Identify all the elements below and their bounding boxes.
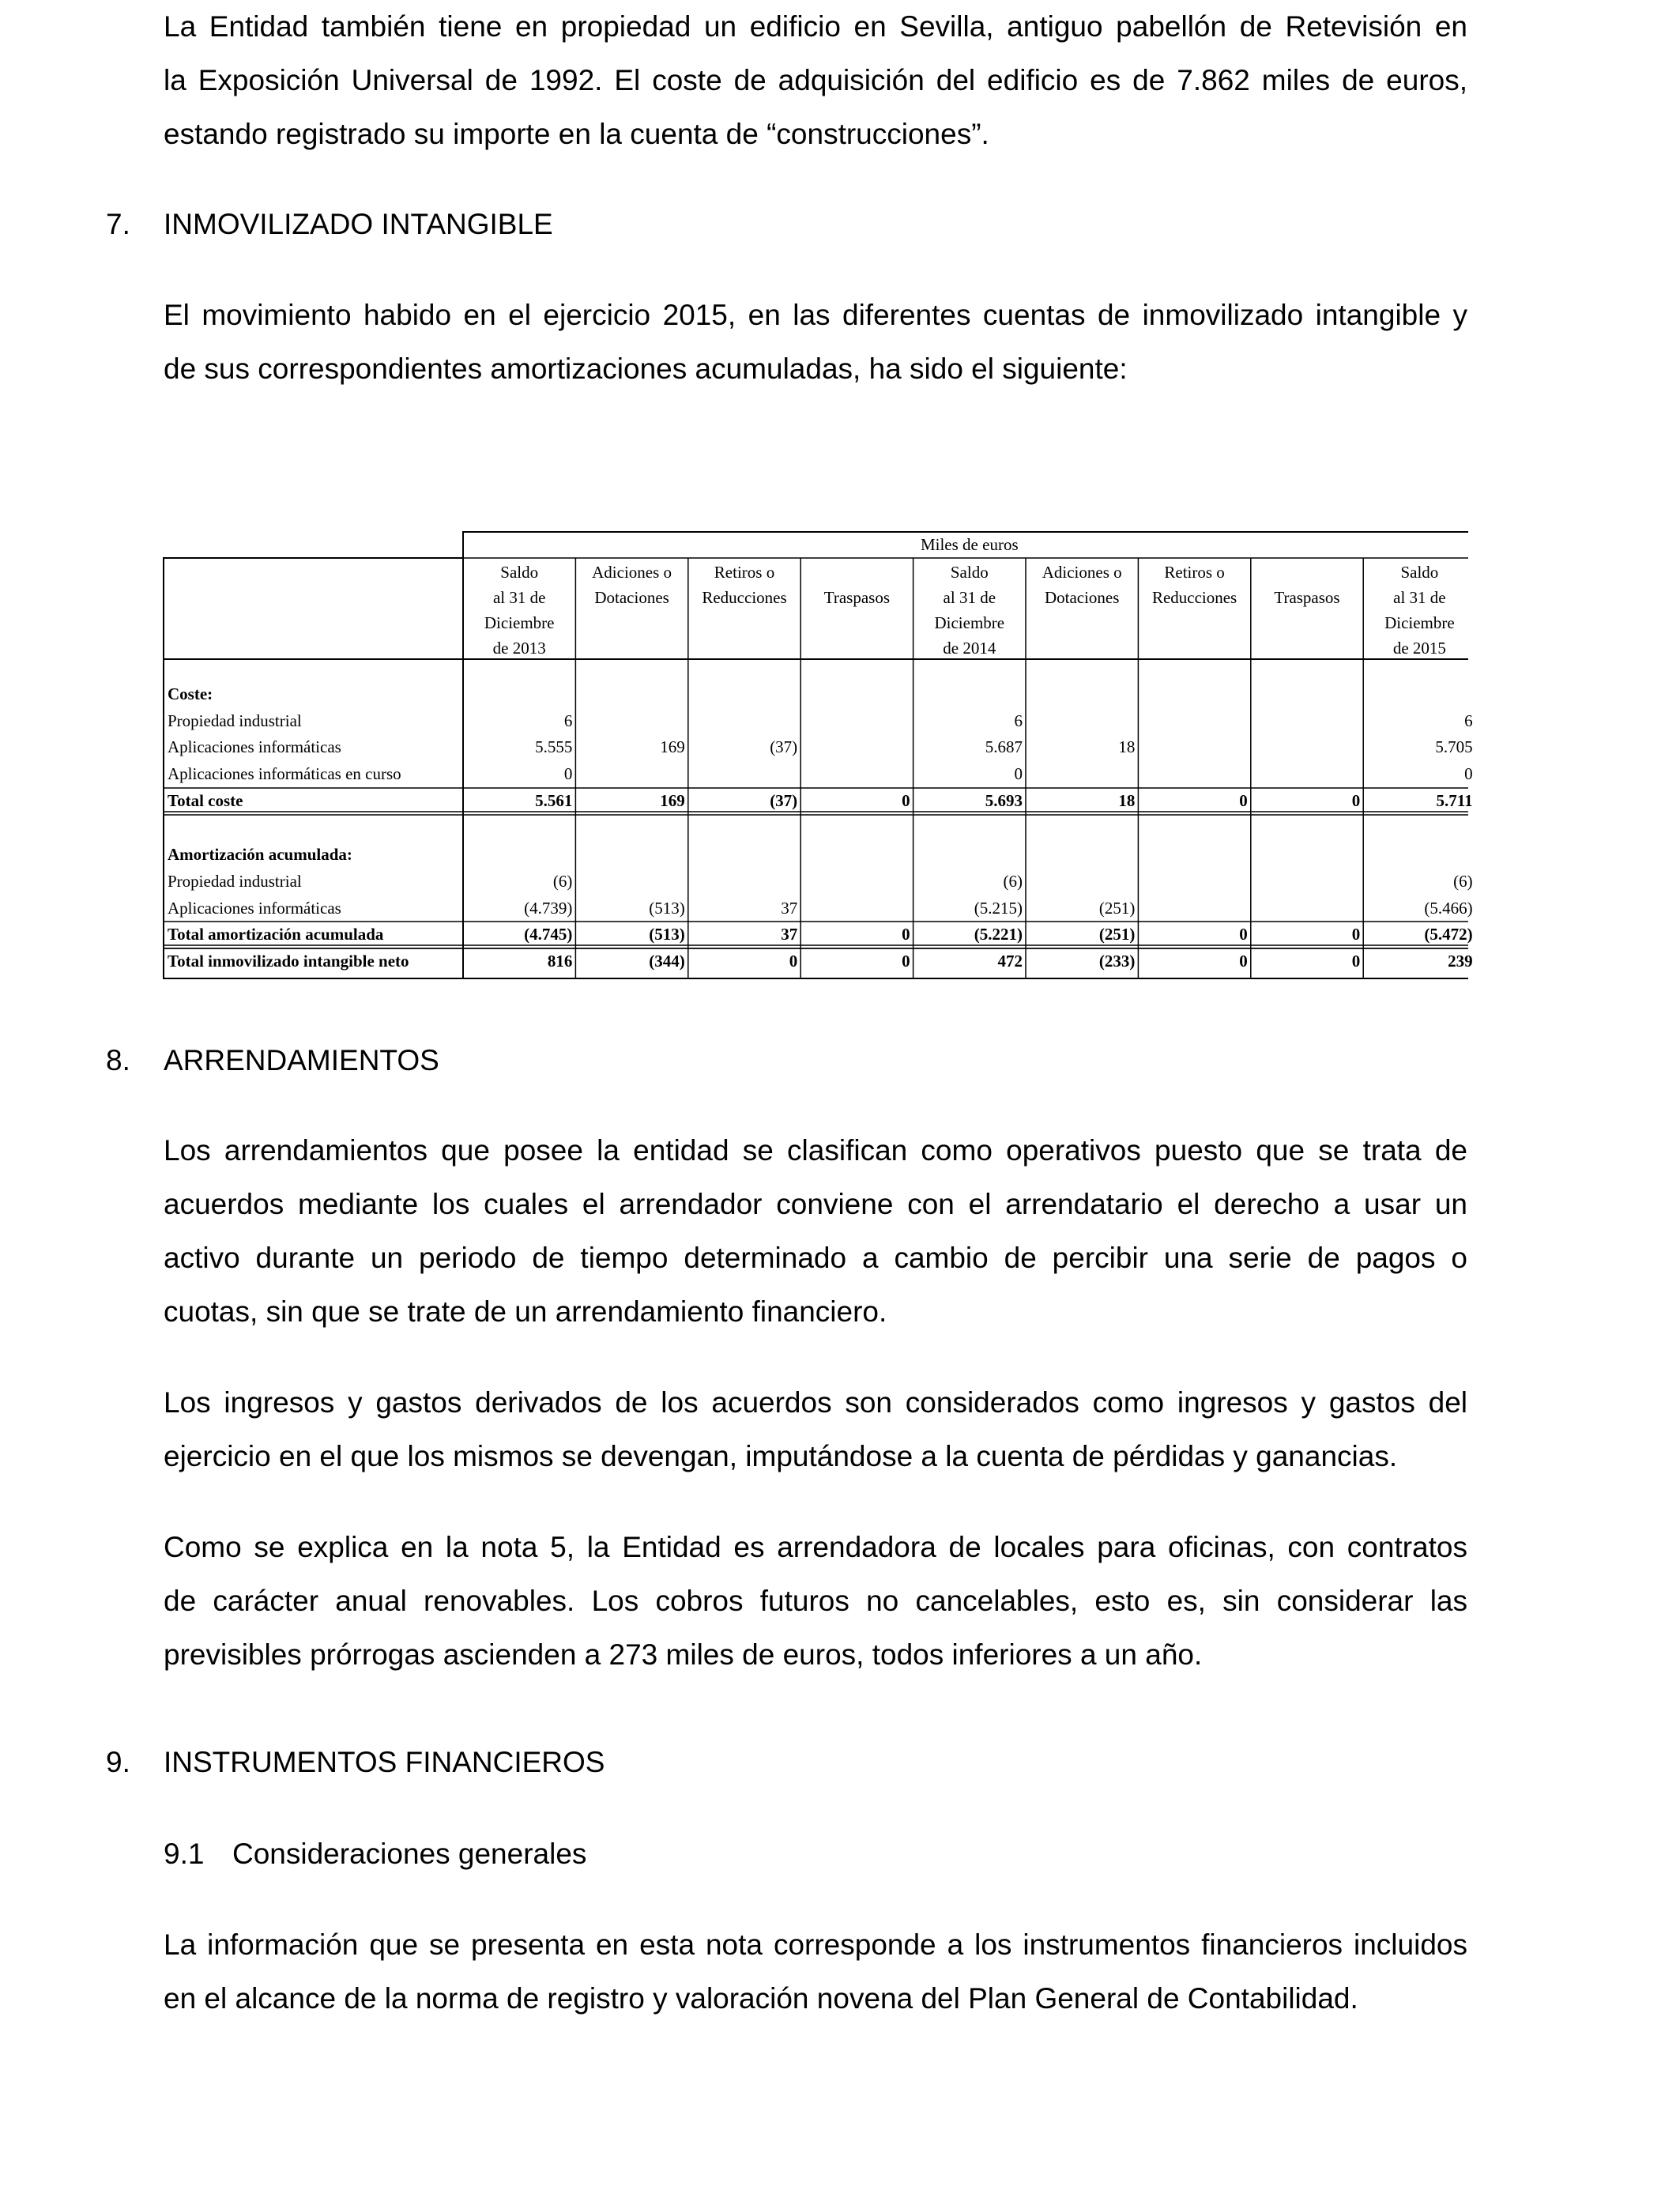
table-cell-value: (5.215) <box>974 899 1023 918</box>
table-cell-value: 5.561 <box>535 791 573 810</box>
column-header-line: de 2015 <box>1392 639 1446 658</box>
subsection-number: 9.1 <box>164 1838 205 1870</box>
column-header-line: Saldo <box>950 563 989 582</box>
text-line: cuotas, sin que se trate de un arrendamiento financiero. <box>164 1295 887 1328</box>
table-cell-value: 0 <box>902 925 910 944</box>
text-line: Los ingresos y gastos derivados de los acuerdos son considerados como ingresos y gastos del <box>164 1386 1467 1419</box>
column-header-line: Retiros o <box>714 563 775 582</box>
text-line: activo durante un periodo de tiempo determinado a cambio de percibir una serie de pagos o <box>164 1242 1467 1274</box>
table-cell-value: (5.466) <box>1424 899 1473 918</box>
text-line: acuerdos mediante los cuales el arrendador conviene con el arrendatario el derecho a usar un <box>164 1188 1467 1220</box>
table-cell-value: 5.687 <box>985 737 1023 756</box>
row-label: Aplicaciones informáticas <box>168 899 341 918</box>
table-cell-value: 5.555 <box>535 737 573 756</box>
section-title: INMOVILIZADO INTANGIBLE <box>164 208 553 240</box>
text-line: de sus correspondientes amortizaciones acumuladas, ha sido el siguiente: <box>164 352 1128 385</box>
table-cell-value: (4.745) <box>524 925 573 944</box>
table-cell-value: (513) <box>649 899 685 918</box>
section-number: 7. <box>106 208 130 240</box>
column-header-line: Saldo <box>1400 563 1439 582</box>
row-label: Propiedad industrial <box>168 711 302 730</box>
table-cell-value: 6 <box>563 711 573 730</box>
table-cell-value: 239 <box>1448 952 1473 971</box>
column-header-line: al 31 de <box>1393 588 1446 607</box>
row-label: Aplicaciones informáticas en curso <box>168 764 401 783</box>
table-cell-value: 0 <box>902 952 910 971</box>
subsection-9-1-heading <box>0 1827 1680 1881</box>
column-header-line: Retiros o <box>1164 563 1225 582</box>
column-header-line: al 31 de <box>943 588 996 607</box>
table-cell-value: 0 <box>1351 791 1361 810</box>
table-cell-value: 0 <box>1351 952 1361 971</box>
section-9-heading <box>0 1736 1680 1789</box>
table-cell-value: 5.705 <box>1435 737 1473 756</box>
table-cell-value: 0 <box>1464 764 1473 783</box>
table-cell-value: (233) <box>1098 952 1136 971</box>
text-line: de carácter anual renovables. Los cobros futuros no cancelables, esto es, sin considerar las <box>164 1585 1467 1617</box>
intangible-assets-table <box>163 531 1473 985</box>
table-cell-value: 6 <box>1464 711 1473 730</box>
column-header-line: Adiciones o <box>592 563 672 582</box>
table-cell-value: 6 <box>1014 711 1023 730</box>
section-7-heading <box>0 198 1680 251</box>
table-cell-value: 0 <box>1351 925 1361 944</box>
table-cell-value: 0 <box>1239 791 1248 810</box>
section-title: INSTRUMENTOS FINANCIEROS <box>164 1746 605 1778</box>
column-header-line: de 2013 <box>492 639 546 658</box>
table-cell-value: 0 <box>902 791 910 810</box>
text-line: estando registrado su importe en la cuenta de “construcciones”. <box>164 118 989 150</box>
section-9-paragraph <box>164 1918 1467 2026</box>
section-number: 8. <box>106 1044 130 1076</box>
text-line: previsibles prórrogas ascienden a 273 miles de euros, todos inferiores a un año. <box>164 1638 1203 1671</box>
table-cell-value: 37 <box>781 925 798 944</box>
table-cell-value: (5.221) <box>974 925 1023 944</box>
column-header-line: Saldo <box>500 563 539 582</box>
table-cell-value: (6) <box>1003 872 1023 891</box>
table-cell-value: 816 <box>547 952 573 971</box>
text-line: en el alcance de la norma de registro y valoración novena del Plan General de Contabilidad. <box>164 1982 1358 2015</box>
column-header-line: Reducciones <box>702 588 787 607</box>
column-header-line: Adiciones o <box>1042 563 1122 582</box>
column-header-line: Diciembre <box>484 613 555 632</box>
table-cell-value: (513) <box>649 925 685 944</box>
table-cell-value: 37 <box>781 899 798 918</box>
table-cell-value: 169 <box>660 791 685 810</box>
table-cell-value: 18 <box>1118 791 1136 810</box>
column-header-line: de 2014 <box>943 639 996 658</box>
table-cell-value: 472 <box>997 952 1023 971</box>
row-label: Amortización acumulada: <box>168 845 352 864</box>
section-8-heading <box>0 1034 1680 1088</box>
table-cell-value: (6) <box>552 872 573 891</box>
text-line: La Entidad también tiene en propiedad un edificio en Sevilla, antiguo pabellón de Retevisión en <box>164 10 1467 43</box>
table-cell-value: (344) <box>649 952 685 971</box>
table-cell-value: 169 <box>660 737 685 756</box>
text-line: El movimiento habido en el ejercicio 2015, en las diferentes cuentas de inmovilizado intangible y <box>164 299 1467 331</box>
text-line: Como se explica en la nota 5, la Entidad es arrendadora de locales para oficinas, con contratos <box>164 1531 1467 1563</box>
column-header-line: Diciembre <box>934 613 1005 632</box>
column-header-line: Traspasos <box>823 588 890 607</box>
table-cell-value: 0 <box>1239 952 1248 971</box>
text-line: la Exposición Universal de 1992. El coste de adquisición del edificio es de 7.862 miles de euros, <box>164 64 1467 96</box>
column-header-line: Dotaciones <box>1044 588 1120 607</box>
table-cell-value: (4.739) <box>524 899 573 918</box>
text-line: La información que se presenta en esta nota corresponde a los instrumentos financieros incluidos <box>164 1928 1467 1961</box>
table-cell-value: (6) <box>1453 872 1473 891</box>
table-cell-value: 0 <box>789 952 798 971</box>
section-8-paragraph-3 <box>164 1521 1467 1682</box>
column-header-line: al 31 de <box>492 588 546 607</box>
column-header-line: Diciembre <box>1384 613 1455 632</box>
column-header-line: Dotaciones <box>594 588 669 607</box>
table-cell-value: 5.693 <box>985 791 1023 810</box>
table-cell-value: (251) <box>1098 899 1136 918</box>
row-label: Total coste <box>168 791 243 810</box>
row-label: Aplicaciones informáticas <box>168 737 341 756</box>
row-label: Propiedad industrial <box>168 872 302 891</box>
column-header-line: Reducciones <box>1151 588 1237 607</box>
intro-paragraph <box>164 0 1467 161</box>
text-line: Los arrendamientos que posee la entidad se clasifican como operativos puesto que se trata de <box>164 1134 1467 1167</box>
row-label: Coste: <box>168 684 213 703</box>
section-8-paragraph-1 <box>164 1124 1467 1339</box>
section-7-paragraph <box>164 288 1467 396</box>
text-line: ejercicio en el que los mismos se devengan, imputándose a la cuenta de pérdidas y ganancias. <box>164 1440 1398 1472</box>
table-cell-value: 5.711 <box>1436 791 1473 810</box>
section-title: ARRENDAMIENTOS <box>164 1044 439 1076</box>
table-cell-value: 0 <box>563 764 573 783</box>
table-cell-value: 18 <box>1118 737 1136 756</box>
subsection-title: Consideraciones generales <box>232 1838 587 1870</box>
table-cell-value: (251) <box>1098 925 1136 944</box>
table-cell-value: (37) <box>770 737 798 756</box>
row-label: Total inmovilizado intangible neto <box>168 952 409 971</box>
section-8-paragraph-2 <box>164 1376 1467 1483</box>
table-cell-value: (5.472) <box>1424 925 1473 944</box>
table-group-header: Miles de euros <box>920 535 1019 554</box>
table-cell-value: 0 <box>1014 764 1023 783</box>
section-number: 9. <box>106 1746 130 1778</box>
column-header-line: Traspasos <box>1274 588 1340 607</box>
table-cell-value: 0 <box>1239 925 1248 944</box>
row-label: Total amortización acumulada <box>168 925 384 944</box>
table-cell-value: (37) <box>770 791 798 810</box>
